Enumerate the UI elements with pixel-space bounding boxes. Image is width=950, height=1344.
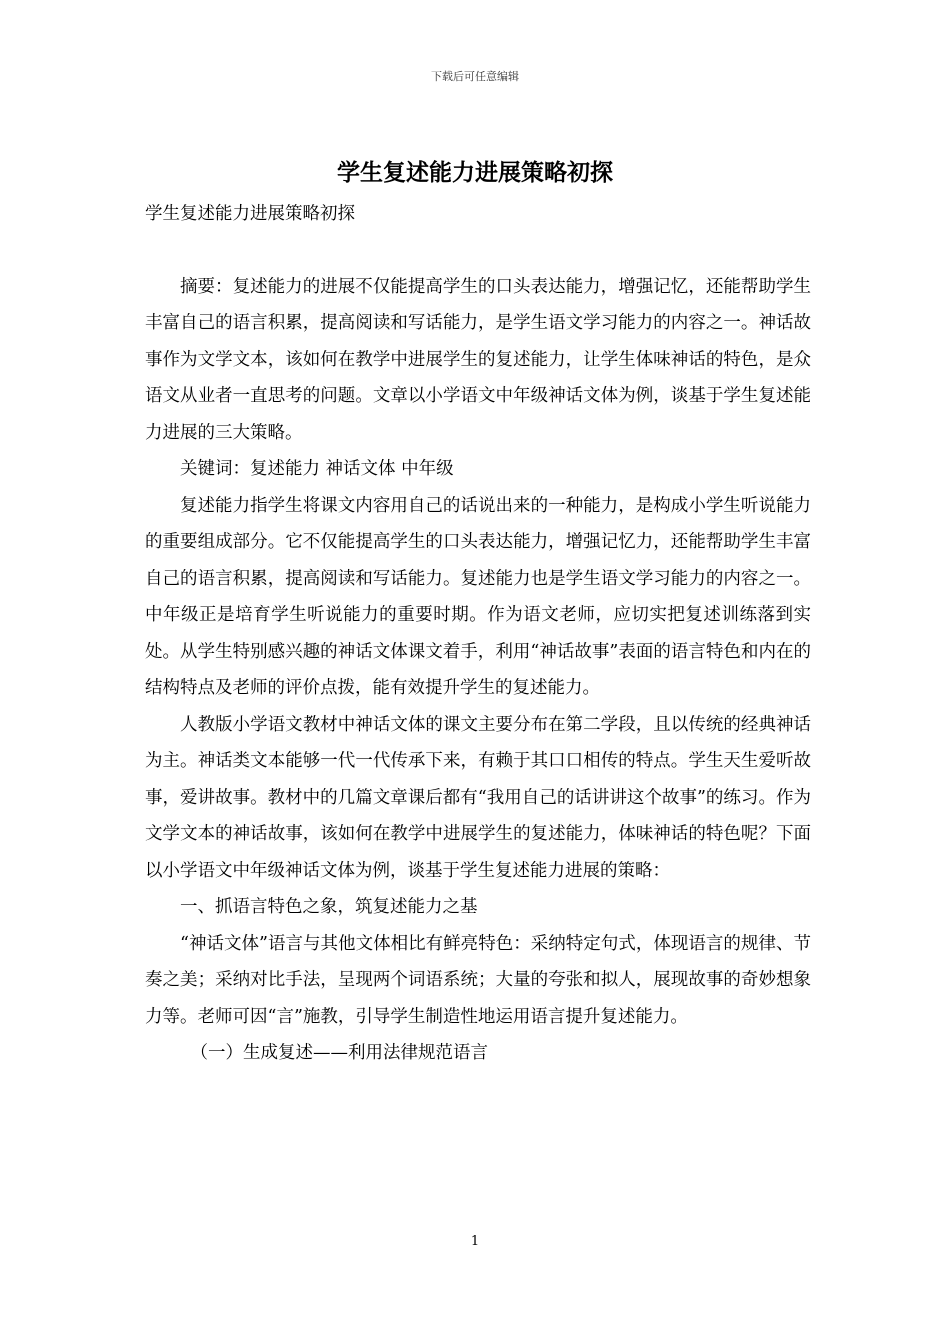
body-paragraph: 复述能力指学生将课文内容用自己的话说出来的一种能力，是构成小学生听说能力的重要组成部分。它不仅能提高学生的口头表达能力，增强记忆力，还能帮助学生丰富自己的语言积累，提高阅读和写话能力。复述能力也是学生语文学习能力的内容之一。中年级正是培育学生听说能力的重要时期。作为语文老师，应切实把复述训练落到实处。从学生特别感兴趣的神话文体课文着手，利用“神话故事”表面的语言特色和内在的结构特点及老师的评价点拨，能有效提升学生的复述能力。 [145,495,811,698]
page-number: 1 [470,1234,480,1249]
document-body [145,196,811,1072]
body-paragraph: 人教版小学语文教材中神话文体的课文主要分布在第二学段，且以传统的经典神话为主。神话类文本能够一代一代传承下来，有赖于其口口相传的特点。学生天生爱听故事，爱讲故事。教材中的几篇文章课后都有“我用自己的话讲讲这个故事”的练习。作为文学文本的神话故事，该如何在教学中进展学生的复述能力，体味神话的特色呢？下面以小学语文中年级神话文体为例，谈基于学生复述能力进展的策略： [145,714,811,881]
section-paragraph: “神话文体”语言与其他文体相比有鲜亮特色：采纳特定句式，体现语言的规律、节奏之美；采纳对比手法，呈现两个词语系统；大量的夸张和拟人，展现故事的奇妙想象力等。老师可因“言”施教，引导学生制造性地运用语言提升复述能力。 [145,933,811,1027]
section-heading: 一、抓语言特色之象，筑复述能力之基 [180,897,478,917]
header-note: 下载后可任意编辑 [431,70,519,83]
keywords-line: 关键词：复述能力 神话文体 中年级 [180,459,454,479]
abstract-paragraph: 摘要：复述能力的进展不仅能提高学生的口头表达能力，增强记忆，还能帮助学生丰富自己的语言积累，提高阅读和写话能力，是学生语文学习能力的内容之一。神话故事作为文学文本，该如何在教学中进展学生的复述能力，让学生体味神话的特色，是众语文从业者一直思考的问题。文章以小学语文中年级神话文体为例，谈基于学生复述能力进展的三大策略。 [145,276,811,443]
document-title: 学生复述能力进展策略初探 [337,159,613,186]
subsection-heading: （一）生成复述——利用法律规范语言 [190,1043,488,1063]
document-subtitle: 学生复述能力进展策略初探 [145,204,355,224]
